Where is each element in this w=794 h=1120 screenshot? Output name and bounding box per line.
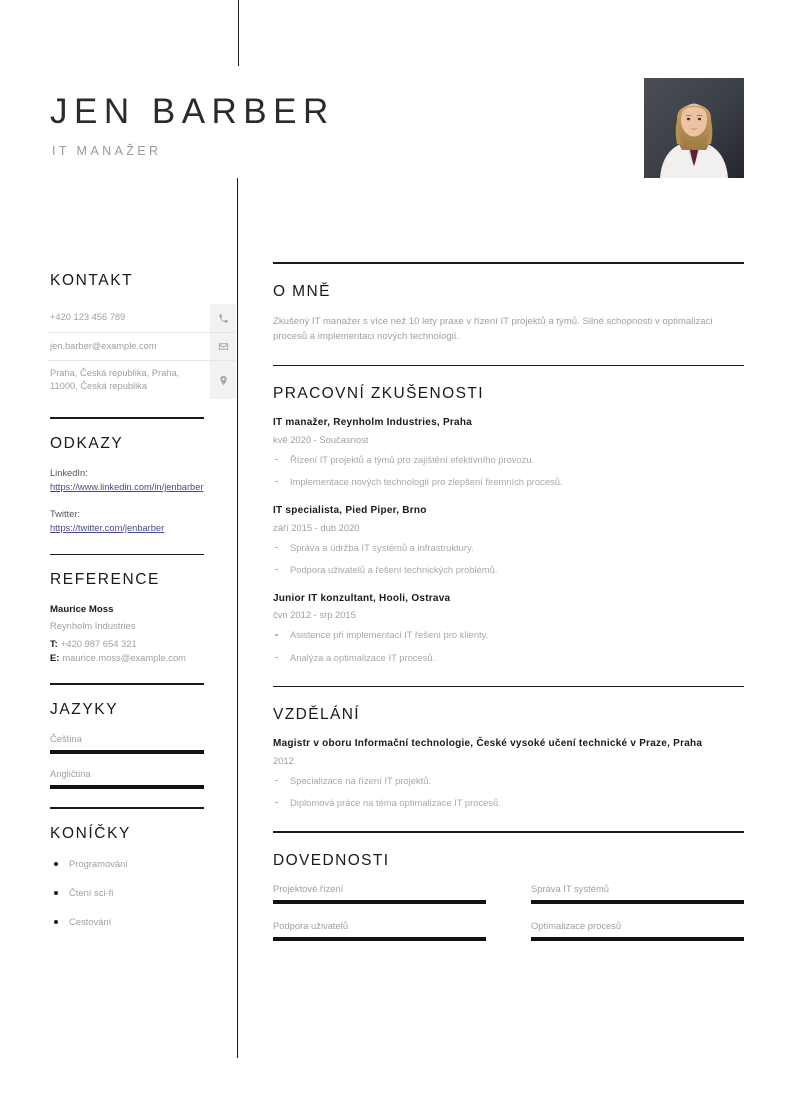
list-item [273,475,744,488]
section-experience [273,385,744,663]
skill-level-bar [531,937,744,941]
main-divider-education [273,686,744,688]
reference-phone-row [50,637,204,651]
contact-address-text: Praha, Česká republika, Praha, 11000, Česká republika [50,368,180,392]
section-heading-links: ODKAZY [50,434,124,452]
skill-item [531,883,744,904]
main-divider-experience [273,365,744,367]
skill-level-fill [273,937,486,941]
reference-name: Maurice Moss [50,604,114,616]
link-url-linkedin[interactable]: https://www.linkedin.com/in/jenbarber [50,481,204,492]
experience-entry [273,504,744,576]
about-text: Zkušený IT manažer s více než 10 lety praxe v řízení IT projektů a týmů. Silné schopnosti v optimalizaci procesů a implementaci nových technologií. [273,315,713,343]
link-url-twitter[interactable]: https://twitter.com/jenbarber [50,522,165,533]
skill-level-fill [273,900,486,904]
reference-phone-value: +420 987 654 321 [60,638,137,650]
skill-name: Optimalizace procesů [531,919,622,931]
contact-row-phone[interactable] [48,304,236,332]
link-item-linkedin [50,467,204,495]
bullet-dot-icon [54,862,58,866]
skill-item [531,920,744,941]
contact-row-email[interactable] [48,332,236,360]
bullet-dot-icon [54,891,58,895]
language-level-fill [50,750,204,754]
bullet-dash-icon [275,569,278,571]
experience-bullet: Správa a údržba IT systémů a infrastruktury. [290,541,474,553]
main-divider-skills [273,831,744,833]
section-education [273,706,744,809]
experience-bullet: Analýza a optimalizace IT procesů. [290,651,436,663]
language-level-fill [50,785,204,789]
sidebar-divider-1 [50,417,204,419]
list-item [273,628,744,641]
language-name: Čeština [50,733,82,745]
reference-email-value: maurice.moss@example.com [62,652,186,664]
section-about [273,283,744,345]
skill-level-bar [273,900,486,904]
section-heading-experience: PRACOVNÍ ZKUŠENOSTI [273,385,484,403]
contact-row-address[interactable] [48,360,236,399]
bullet-dash-icon [275,802,278,804]
location-pin-icon [210,361,236,399]
list-item [273,651,744,664]
section-hobbies [50,825,204,928]
experience-date: kvě 2020 - Současnost [273,433,369,445]
header-vertical-rule [238,0,239,66]
skills-grid [273,883,744,957]
experience-bullet: Asistence při implementaci IT řešení pro klienty. [290,629,489,641]
page-title: JEN BARBER [50,92,335,131]
bullet-dash-icon [275,459,278,461]
education-entry [273,737,744,809]
experience-date: čvn 2012 - srp 2015 [273,609,356,621]
section-heading-education: VZDĚLÁNÍ [273,706,360,724]
section-heading-contact: KONTAKT [50,272,134,289]
section-contact [50,272,204,399]
sidebar-divider-2 [50,554,204,556]
bullet-dash-icon [275,634,278,636]
bullet-dash-icon [275,780,278,782]
sidebar [50,272,204,944]
experience-title: Junior IT konzultant, Hooli, Ostrava [273,592,451,604]
sidebar-divider-3 [50,683,204,685]
job-title-subtitle: IT MANAŽER [52,144,162,158]
section-heading-reference: REFERENCE [50,571,160,589]
section-languages [50,701,204,789]
main-divider-about [273,262,744,264]
skill-level-bar [531,900,744,904]
list-item [50,857,204,870]
skill-item [273,883,486,904]
skill-name: Podpora uživatelů [273,919,349,931]
education-bullet: Diplomová práce na téma optimalizace IT procesů. [290,796,501,808]
list-item [50,915,204,928]
list-item [273,563,744,576]
language-name: Angličtina [50,768,91,780]
skill-level-fill [531,900,744,904]
phone-icon [210,304,236,332]
experience-entry [273,416,744,488]
contact-list [48,304,236,399]
bullet-dash-icon [275,657,278,659]
skill-item [273,920,486,941]
hobby-text: Cestování [69,915,112,927]
envelope-icon [210,333,236,360]
list-item [273,796,744,809]
experience-date: září 2015 - dub 2020 [273,521,360,533]
link-item-twitter [50,508,204,536]
main-column [273,262,744,957]
section-heading-about: O MNĚ [273,282,331,300]
education-title: Magistr v oboru Informační technologie, České vysoké učení technické v Praze, Praha [273,738,703,750]
sidebar-divider-4 [50,807,204,809]
skill-name: Správa IT systémů [531,882,609,894]
experience-entry [273,592,744,664]
contact-phone-text: +420 123 456 789 [50,312,126,323]
section-heading-hobbies: KONÍČKY [50,824,131,842]
bullet-dash-icon [275,481,278,483]
link-label-linkedin: LinkedIn: [50,467,88,478]
resume-header [0,78,794,188]
skill-level-bar [273,937,486,941]
hobby-text: Programování [69,857,128,869]
contact-email-text: jen.barber@example.com [50,340,157,351]
experience-title: IT specialista, Pied Piper, Brno [273,505,427,517]
reference-organization: Reynholm Industries [50,620,136,632]
hobby-text: Čtení sci-fi [69,886,114,898]
link-label-twitter: Twitter: [50,508,80,519]
skill-level-fill [531,937,744,941]
section-heading-skills: DOVEDNOSTI [273,851,390,869]
experience-title: IT manažer, Reynholm Industries, Praha [273,417,473,429]
skill-name: Projektové řízení [273,882,344,894]
list-item [273,541,744,554]
experience-bullet: Implementace nových technologií pro zlepšení firemních procesů. [290,475,563,487]
section-skills [273,852,744,957]
language-item [50,733,204,754]
reference-email-key: E: [50,652,60,664]
reference-phone-key: T: [50,638,58,650]
language-item [50,768,204,789]
section-reference [50,571,204,665]
avatar [644,78,744,178]
section-links [50,435,204,536]
list-item [273,453,744,466]
education-bullet: Specializace na řízení IT projektů. [290,774,432,786]
list-item [50,886,204,899]
language-level-bar [50,750,204,754]
column-divider [237,178,238,1058]
experience-bullet: Řízení IT projektů a týmů pro zajištění efektivního provozu. [290,453,535,465]
education-date: 2012 [273,754,294,766]
reference-email-row [50,651,204,665]
section-heading-languages: JAZYKY [50,701,119,719]
language-level-bar [50,785,204,789]
experience-bullet: Podpora uživatelů a řešení technických problémů. [290,563,498,575]
bullet-dash-icon [275,547,278,549]
list-item [273,774,744,787]
bullet-dot-icon [54,920,58,924]
